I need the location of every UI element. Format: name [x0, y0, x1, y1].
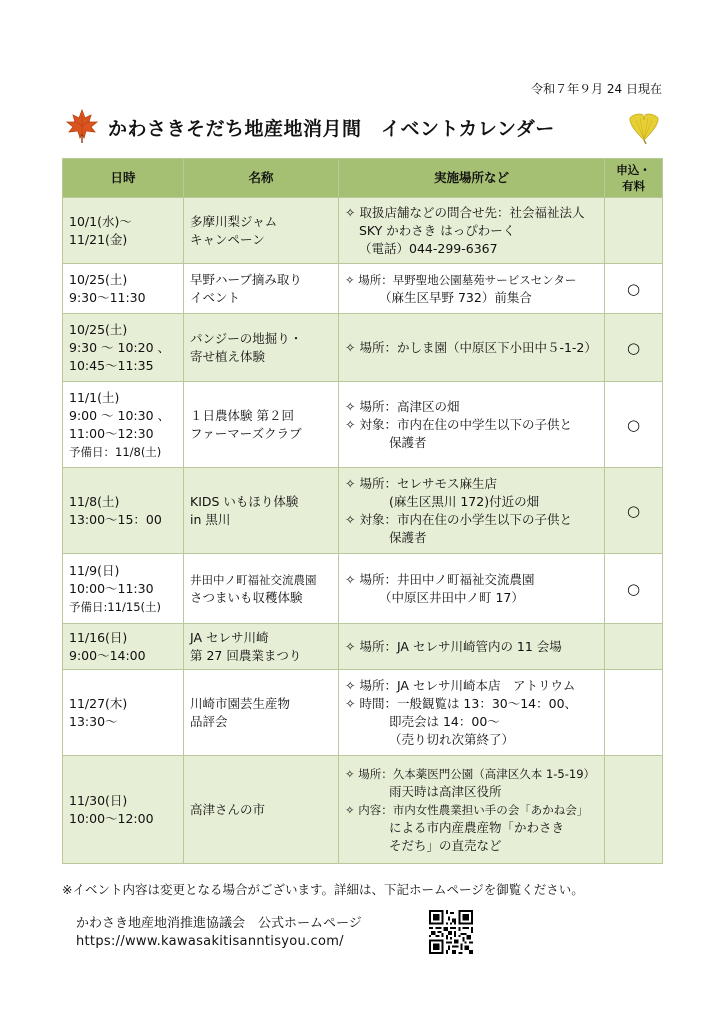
event-datetime: 11/8(土) 13:00～15：00 — [63, 468, 184, 554]
event-place: ✧ 場所：高津区の畑 ✧ 対象：市内在住の中学生以下の子供と 保護者 — [339, 382, 605, 468]
event-place: ✧ 場所：久本薬医門公園（高津区久本 1-5-19） 雨天時は高津区役所 ✧ 内容：市内女性農業担い手の会「あかね会」 による市内産農産物「かわさき そだち」の直売など — [339, 756, 605, 864]
maple-leaf-icon — [64, 108, 100, 144]
event-datetime: 11/30(日) 10:00～12:00 — [63, 756, 184, 864]
qr-code-icon[interactable] — [429, 910, 473, 954]
event-datetime: 11/1(土) 9:00 ～ 10:30 、 11:00～12:30 予備日：11/8(土) — [63, 382, 184, 468]
event-name: 井田中ノ町福祉交流農園 さつまいも収穫体験 — [184, 554, 339, 624]
apply-mark: ○ — [605, 382, 663, 468]
page-title: かわさきそだち地産地消月間 イベントカレンダー — [108, 118, 555, 140]
event-datetime: 11/16(日) 9:00～14:00 — [63, 624, 184, 670]
website-link[interactable]: https://www.kawasakitisanntisyou.com/ — [76, 934, 344, 949]
apply-mark: ○ — [605, 314, 663, 382]
event-name: 高津さんの市 — [184, 756, 339, 864]
event-name: 多摩川梨ジャム キャンペーン — [184, 198, 339, 264]
col-header-datetime: 日時 — [63, 159, 184, 198]
apply-mark — [605, 624, 663, 670]
event-place: ✧ 場所：かしま園（中原区下小田中５-1-2） — [339, 314, 605, 382]
disclaimer-note: ※イベント内容は変更となる場合がございます。詳細は、下記ホームページを御覧ください。 — [62, 882, 584, 897]
col-header-name: 名称 — [184, 159, 339, 198]
table-row — [63, 670, 663, 756]
as-of-date: 令和７年９月 24 日現在 — [531, 82, 662, 96]
event-datetime: 10/25(土) 9:30 ～ 10:20 、 10:45～11:35 — [63, 314, 184, 382]
table-row — [63, 198, 663, 264]
event-place: ✧ 場所：井田中ノ町福祉交流農園 （中原区井田中ノ町 17） — [339, 554, 605, 624]
event-datetime: 10/1(水)～ 11/21(金) — [63, 198, 184, 264]
apply-mark: ○ — [605, 468, 663, 554]
event-name: パンジーの地掘り・ 寄せ植え体験 — [184, 314, 339, 382]
event-datetime: 11/27(木) 13:30～ — [63, 670, 184, 756]
apply-mark — [605, 198, 663, 264]
table-row — [63, 554, 663, 624]
table-row — [63, 314, 663, 382]
event-calendar-table — [62, 158, 663, 864]
event-place: ✧ 場所：セレサモス麻生店 (麻生区黒川 172)付近の畑 ✧ 対象：市内在住の小学生以下の子供と 保護者 — [339, 468, 605, 554]
apply-mark: ○ — [605, 554, 663, 624]
apply-mark: ○ — [605, 264, 663, 314]
event-name: 早野ハーブ摘み取り イベント — [184, 264, 339, 314]
event-place: ✧ 場所：JA セレサ川崎本店 アトリウム ✧ 時間：一般観覧は 13：30～14：00、 即売会は 14：00～ （売り切れ次第終了） — [339, 670, 605, 756]
event-place: ✧ 場所：早野聖地公園墓苑サービスセンター （麻生区早野 732）前集合 — [339, 264, 605, 314]
event-name: KIDS いもほり体験 in 黒川 — [184, 468, 339, 554]
col-header-apply: 申込・ 有料 — [605, 159, 663, 198]
event-place: ✧ 取扱店舗などの問合せ先：社会福祉法人 SKY かわさき はっぴわーく （電話）044-299-6367 — [339, 198, 605, 264]
organization-name: かわさき地産地消推進協議会 公式ホームページ — [76, 916, 362, 931]
table-row — [63, 264, 663, 314]
event-name: JA セレサ川崎 第 27 回農業まつり — [184, 624, 339, 670]
apply-mark — [605, 756, 663, 864]
col-header-place: 実施場所など — [339, 159, 605, 198]
ginkgo-leaf-icon — [626, 110, 662, 144]
table-row — [63, 624, 663, 670]
apply-mark — [605, 670, 663, 756]
title-row — [62, 108, 662, 148]
table-row — [63, 468, 663, 554]
table-row — [63, 382, 663, 468]
table-row — [63, 756, 663, 864]
event-name: 川崎市園芸生産物 品評会 — [184, 670, 339, 756]
event-datetime: 10/25(土) 9:30～11:30 — [63, 264, 184, 314]
event-datetime: 11/9(日) 10:00～11:30 予備日:11/15(土) — [63, 554, 184, 624]
event-name: １日農体験 第２回 ファーマーズクラブ — [184, 382, 339, 468]
event-place: ✧ 場所：JA セレサ川崎管内の 11 会場 — [339, 624, 605, 670]
